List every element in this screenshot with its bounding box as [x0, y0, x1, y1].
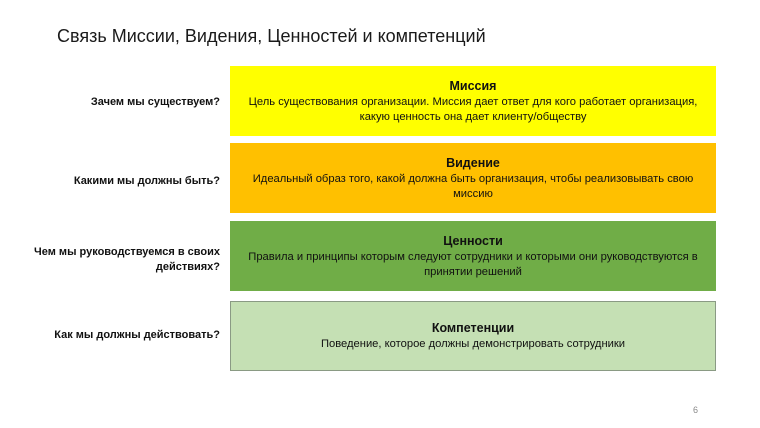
mission-box: [230, 66, 716, 136]
values-box: [230, 221, 716, 291]
competencies-heading: Компетенции: [431, 321, 515, 335]
mission-heading: Миссия: [449, 78, 497, 93]
mission-description: Цель существования организации. Миссия дает ответ для кого работает организация, какую ценность она дает клиенту/обществу: [248, 95, 698, 123]
page-number: 6: [693, 405, 699, 415]
question-vision: Какими мы должны быть?: [73, 175, 220, 187]
question-values: Чем мы руководствуемся в своих действиях?: [34, 246, 220, 273]
question-competencies: Как мы должны действовать?: [54, 329, 220, 341]
question-mission: Зачем мы существуем?: [90, 96, 220, 108]
competencies-box: [230, 301, 716, 371]
values-heading: Ценности: [443, 233, 503, 248]
values-description: Правила и принципы которым следуют сотрудники и которыми они руководствуются в принятии решений: [248, 250, 698, 278]
vision-box: [230, 143, 716, 213]
slide-title: Связь Миссии, Видения, Ценностей и компетенций: [57, 26, 486, 46]
vision-heading: Видение: [446, 155, 500, 170]
vision-description: Идеальный образ того, какой должна быть организация, чтобы реализовывать свою миссию: [252, 172, 694, 200]
competencies-description: Поведение, которое должны демонстрировать сотрудники: [320, 338, 626, 350]
